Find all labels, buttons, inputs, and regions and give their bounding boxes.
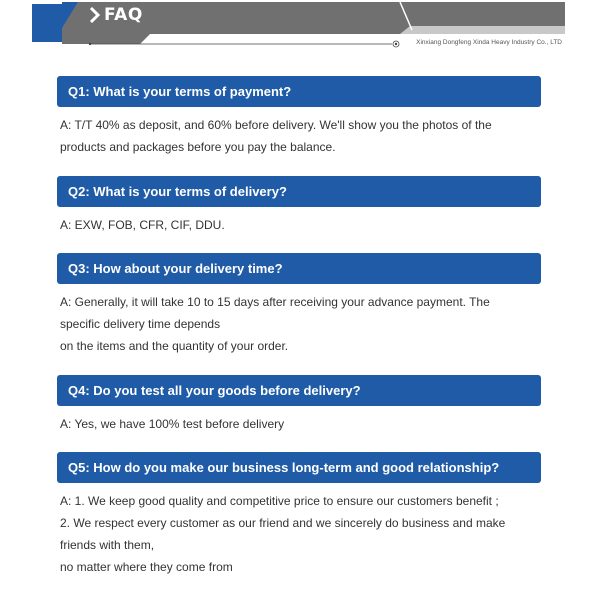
answer-line: A: EXW, FOB, CFR, CIF, DDU. [60,218,225,232]
faq-item-4 [57,375,541,435]
answer-line: specific delivery time depends [60,317,221,331]
faq-answer-1 [57,114,541,158]
faq-question-1: Q1: What is your terms of payment? [57,76,541,107]
answer-line: A: Generally, it will take 10 to 15 days after receiving your advance payment. The [60,295,490,309]
blue-corner-block [32,4,62,42]
company-name: Xinxiang Dongfeng Xinda Heavy Industry Co., LTD [416,39,562,46]
answer-line: no matter where they come from [60,560,233,574]
answer-line: products and packages before you pay the balance. [60,140,336,154]
faq-item-5 [57,452,541,578]
answer-line: A: Yes, we have 100% test before delivery [60,417,285,431]
answer-line: A: T/T 40% as deposit, and 60% before delivery. We'll show you the photos of the [60,118,492,132]
header-banner-graphic [0,0,600,60]
answer-line: 2. We respect every customer as our friend and we sincerely do business and make [60,516,506,530]
faq-answer-3 [57,291,541,357]
faq-answer-2 [57,214,541,236]
answer-line: friends with them, [60,538,155,552]
faq-question-2: Q2: What is your terms of delivery? [57,176,541,207]
faq-answer-5 [57,490,541,578]
faq-item-1 [57,76,541,158]
faq-item-2 [57,176,541,236]
target-dot-center [395,43,397,45]
faq-question-3: Q3: How about your delivery time? [57,253,541,284]
faq-item-3 [57,253,541,357]
rule-start-dot [89,43,91,45]
faq-question-4: Q4: Do you test all your goods before delivery? [57,375,541,406]
faq-header [0,0,600,60]
page-title: FAQ [104,5,143,25]
answer-line: on the items and the quantity of your order. [60,339,289,353]
answer-line: A: 1. We keep good quality and competitive price to ensure our customers benefit ; [60,494,499,508]
faq-question-5: Q5: How do you make our business long-term and good relationship? [57,452,541,483]
faq-answer-4 [57,413,541,435]
